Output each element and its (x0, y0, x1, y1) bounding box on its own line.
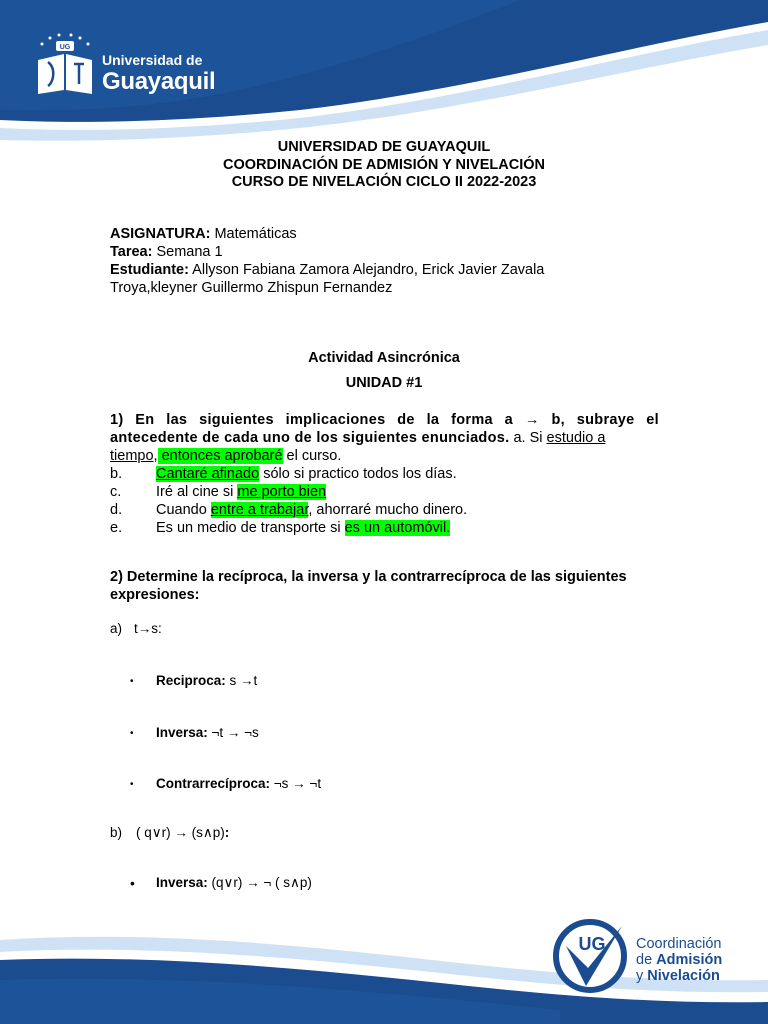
coordination-line-3 (636, 968, 720, 984)
inversa-label: Inversa: (156, 725, 208, 740)
title-line-1: UNIVERSIDAD DE GUAYAQUIL (277, 139, 491, 155)
q1-a-highlight: entonces aprobaré (157, 448, 283, 464)
asignatura-label: ASIGNATURA: (110, 226, 211, 242)
item-label: e. (110, 520, 123, 536)
q2-part-b (110, 825, 229, 841)
estudiante-label: Estudiante: (110, 262, 189, 278)
contrarreciproca-value: ¬s → ¬t (270, 776, 322, 791)
item-highlight: Cantaré afinado (156, 466, 260, 482)
asignatura-value: Matemáticas (210, 226, 297, 242)
item-highlight: entre a trabajar (210, 502, 309, 518)
title-line-3: CURSO DE NIVELACIÓN CICLO II 2022-2023 (231, 174, 537, 190)
question-2-prompt: 2) Determine la recíproca, la inversa y la contrarrecíproca de las siguientes expresiones: (110, 569, 627, 603)
coordination-line-1: Coordinación (636, 936, 722, 952)
line3-bold: Nivelación (647, 968, 720, 984)
item-highlight: es un automóvil. (344, 520, 451, 536)
inversa-value: ¬t → ¬s (207, 725, 259, 740)
q1-a-label: a. Si (509, 430, 547, 446)
estudiante-row-cont: Troya,kleyner Guillermo Zhispun Fernandez (110, 280, 393, 296)
item-post: sólo si practico todos los días. (259, 466, 457, 482)
q2-b-label: b) (110, 825, 123, 840)
q1-item-c (110, 483, 326, 501)
estudiante-row (110, 261, 670, 279)
q2-b-inversa (130, 875, 312, 891)
q1-a-underline-2: tiempo, (110, 448, 158, 464)
coordination-logo (552, 916, 752, 996)
question-1-prompt: 1) En las siguientes implicaciones de la forma a → b, subraye el antecedente de cada uno de los siguientes enunciados. (110, 412, 659, 446)
item-label: d. (110, 502, 123, 518)
q2-part-a (110, 621, 162, 636)
q1-a-rest: el curso. (282, 448, 342, 464)
item-label: b. (110, 466, 123, 482)
estudiante-value: Allyson Fabiana Zamora Alejandro, Erick Javier Zavala (188, 262, 545, 278)
university-logo (34, 30, 224, 98)
tarea-label: Tarea: (110, 244, 153, 260)
q2-b-colon: : (224, 825, 230, 840)
line3-pre: y (636, 968, 648, 984)
q1-a-underline-1: estudio a (546, 430, 606, 446)
q2-a-reciproca (130, 673, 257, 688)
emblem-text: UG (578, 934, 606, 954)
line2-bold: Admisión (656, 952, 723, 968)
asignatura-row (110, 225, 670, 243)
university-name-line2: Guayaquil (102, 68, 216, 95)
q1-item-b (110, 465, 457, 483)
question-1 (110, 411, 659, 465)
bullet-dot: • (130, 875, 135, 892)
student-info (110, 225, 670, 297)
bullet-dot: • (130, 727, 134, 739)
item-pre: Cuando (156, 502, 211, 518)
item-post: , ahorraré mucho dinero. (308, 502, 468, 518)
reciproca-label: Reciproca: (156, 673, 226, 688)
q1-item-d (110, 501, 467, 519)
b-inversa-label: Inversa: (156, 875, 208, 890)
coordination-line-2 (636, 952, 722, 968)
crest-text: UG (59, 44, 71, 51)
document-title-block (0, 139, 768, 192)
item-highlight: me porto bien (237, 484, 327, 500)
reciproca-value: s →t (225, 673, 258, 688)
b-inversa-value: (q∨r) → ¬ ( s∧p) (207, 875, 312, 890)
bullet-dot: • (130, 778, 134, 790)
tarea-value: Semana 1 (152, 244, 223, 260)
q2-b-expr: ( q∨r) → (s∧p) (136, 825, 225, 840)
item-pre: Es un medio de transporte si (156, 520, 345, 536)
q2-a-expr: t→s: (134, 621, 162, 636)
tarea-row (110, 243, 670, 261)
ug-emblem-icon (552, 916, 632, 996)
q2-a-label: a) (110, 621, 123, 636)
university-name-line1: Universidad de (102, 52, 203, 68)
q1-item-e (110, 519, 450, 537)
item-label: c. (110, 484, 122, 500)
activity-title: Actividad Asincrónica (308, 350, 460, 366)
title-line-2: COORDINACIÓN DE ADMISIÓN Y NIVELACIÓN (223, 156, 545, 173)
contrarreciproca-label: Contrarrecíproca: (156, 776, 271, 791)
unit-title: UNIDAD #1 (345, 375, 423, 391)
line2-pre: de (636, 952, 657, 968)
item-pre: Iré al cine si (156, 484, 238, 500)
q2-a-contrarreciproca (130, 776, 321, 791)
university-crest-icon (34, 30, 96, 98)
bullet-dot: • (130, 675, 134, 687)
q2-a-inversa (130, 725, 259, 740)
